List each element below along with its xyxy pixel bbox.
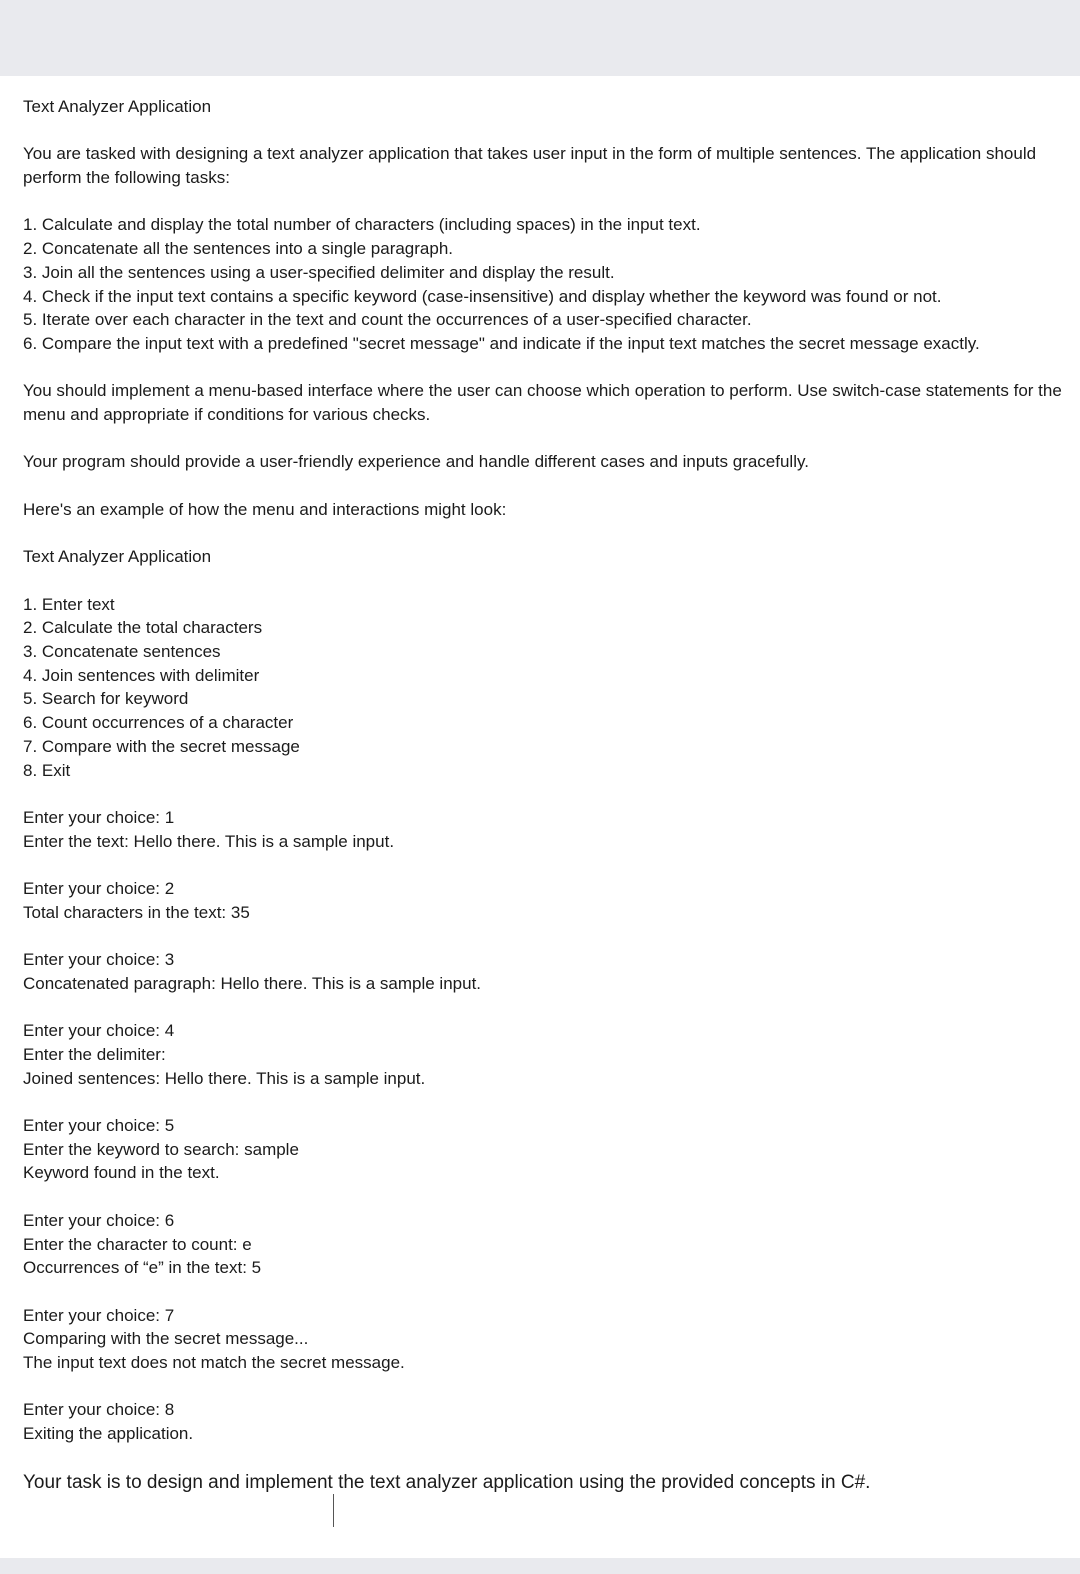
interaction-line: Enter your choice: 3 [23, 950, 175, 970]
interaction-line: Enter your choice: 6 [23, 1210, 175, 1230]
interaction-line: Enter your choice: 1 [23, 807, 175, 827]
menu-item: 6. Count occurrences of a character [23, 713, 294, 733]
example-title: Text Analyzer Application [23, 547, 212, 567]
menu-item: 5. Search for keyword [23, 689, 189, 709]
menu-instruction-paragraph: You should implement a menu-based interface where the user can choose which operation to perform. Use switch-case statements for the menu and appropriate if conditions for various checks. [23, 381, 1067, 425]
friendly-note-paragraph: Your program should provide a user-friendly experience and handle different cases and inputs gracefully. [23, 452, 809, 472]
interaction-block [23, 806, 1063, 853]
interaction-line: Concatenated paragraph: Hello there. This is a sample input. [23, 973, 482, 993]
task-item: 2. Concatenate all the sentences into a single paragraph. [23, 239, 454, 259]
interaction-block [23, 1114, 1063, 1185]
interaction-block [23, 1019, 1063, 1090]
intro-paragraph: You are tasked with designing a text analyzer application that takes user input in the form of multiple sentences. The application should perform the following tasks: [23, 144, 1041, 188]
task-item: 5. Iterate over each character in the text and count the occurrences of a user-specified character. [23, 310, 752, 330]
menu-item: 1. Enter text [23, 594, 115, 614]
bottom-gray-band [0, 1558, 1080, 1574]
menu-item: 7. Compare with the secret message [23, 736, 300, 756]
menu-item: 3. Concatenate sentences [23, 642, 221, 662]
interaction-line: Enter the keyword to search: sample [23, 1139, 299, 1159]
interaction-line: Joined sentences: Hello there. This is a sample input. [23, 1068, 426, 1088]
interaction-line: Enter the delimiter: [23, 1044, 166, 1064]
interaction-line: Occurrences of “e” in the text: 5 [23, 1258, 262, 1278]
interaction-line: Total characters in the text: 35 [23, 902, 250, 922]
document-title: Text Analyzer Application [23, 97, 212, 116]
menu-item: 2. Calculate the total characters [23, 618, 263, 638]
interaction-line: Enter the character to count: e [23, 1234, 252, 1254]
text-cursor [333, 1494, 334, 1527]
interaction-line: Enter your choice: 2 [23, 879, 175, 899]
interaction-block [23, 1398, 1063, 1445]
interaction-line: Enter your choice: 5 [23, 1116, 175, 1136]
interaction-block [23, 948, 1063, 995]
task-item: 3. Join all the sentences using a user-specified delimiter and display the result. [23, 262, 615, 282]
interaction-block [23, 877, 1063, 924]
interaction-line: Enter your choice: 7 [23, 1305, 175, 1325]
interaction-line: The input text does not match the secret message. [23, 1353, 405, 1373]
menu-item: 4. Join sentences with delimiter [23, 665, 260, 685]
example-intro: Here's an example of how the menu and interactions might look: [23, 499, 507, 519]
task-item: 6. Compare the input text with a predefined "secret message" and indicate if the input text matches the secret message exactly. [23, 334, 980, 353]
interaction-line: Enter the text: Hello there. This is a sample input. [23, 831, 395, 851]
task-list [23, 213, 1063, 355]
interaction-line: Enter your choice: 4 [23, 1021, 175, 1041]
document-content [23, 95, 1067, 1496]
interaction-block [23, 1209, 1063, 1280]
task-item: 1. Calculate and display the total number of characters (including spaces) in the input text. [23, 215, 701, 235]
interaction-line: Enter your choice: 8 [23, 1400, 175, 1420]
menu-list [23, 593, 1063, 783]
interaction-line: Comparing with the secret message... [23, 1329, 309, 1349]
task-item: 4. Check if the input text contains a specific keyword (case-insensitive) and display whether the keyword was found or not. [23, 286, 942, 306]
interaction-block [23, 1304, 1063, 1375]
final-task-paragraph: Your task is to design and implement the text analyzer application using the provided concepts in C#. [23, 1471, 871, 1493]
top-gray-band [0, 0, 1080, 76]
document-page [0, 76, 1080, 1558]
interaction-line: Keyword found in the text. [23, 1163, 220, 1183]
menu-item: 8. Exit [23, 760, 71, 780]
interaction-line: Exiting the application. [23, 1424, 194, 1444]
